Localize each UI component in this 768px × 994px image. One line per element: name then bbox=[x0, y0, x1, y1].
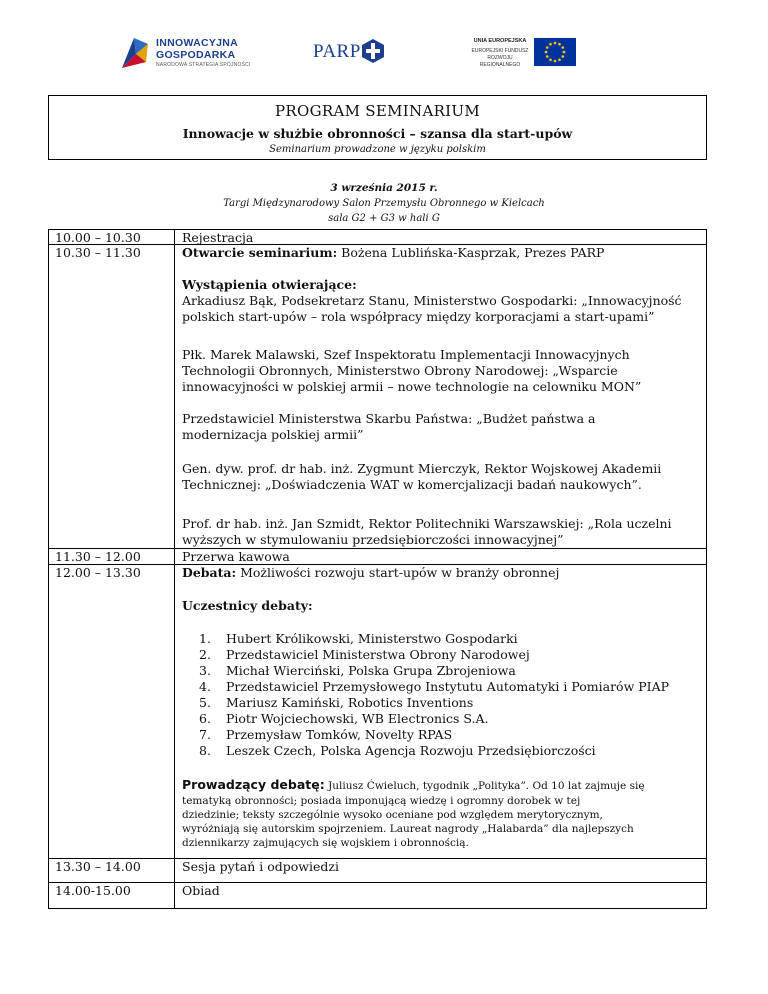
moderator-line: wyróżniają się autorskim spojrzeniem. Laureat nagrody „Halabarda” dla najlepszych bbox=[182, 823, 634, 835]
speech-line: Technologii Obronnych, Ministerstwo Obrony Narodowej: „Wsparcie bbox=[182, 363, 618, 378]
time-slot: 10.30 – 11.30 bbox=[55, 245, 141, 260]
speech-line: wyższych w stymulowaniu przedsiębiorczości innowacyjnej” bbox=[182, 532, 564, 547]
time-slot: 10.00 – 10.30 bbox=[55, 230, 141, 245]
speech-line: Technicznej: „Doświadczenia WAT w komercjalizacji badań naukowych”. bbox=[182, 477, 642, 492]
seminar-subtitle: Innowacje w służbie obronności – szansa dla start-upów bbox=[182, 126, 573, 141]
participant-item bbox=[182, 631, 669, 647]
eu-logo bbox=[468, 36, 578, 72]
participant-name: Przemysław Tomków, Novelty RPAS bbox=[226, 727, 453, 742]
moderator-line: dziennikarzy zajmujących się wojskiem i obronnością. bbox=[182, 837, 469, 849]
participant-number: 2. bbox=[199, 647, 211, 662]
eu-flag-icon bbox=[534, 38, 576, 66]
participant-number: 3. bbox=[199, 663, 211, 678]
opening-label: Otwarcie seminarium: bbox=[182, 245, 338, 260]
ig-line1: INNOWACYJNA bbox=[156, 37, 239, 49]
parp-emblem-icon bbox=[361, 38, 385, 64]
program-header bbox=[48, 95, 707, 160]
participant-item bbox=[182, 679, 669, 695]
logo-bar bbox=[0, 28, 768, 78]
time-slot: 12.00 – 13.30 bbox=[55, 565, 141, 580]
moderator-line: tematyką obronności; posiada imponującą wiedzę i ogromny dorobek w tej bbox=[182, 795, 581, 807]
ue-line2: EUROPEJSKI FUNDUSZ bbox=[471, 48, 529, 54]
page-title: PROGRAM SEMINARIUM bbox=[274, 102, 480, 120]
speech-line: modernizacja polskiej armii” bbox=[182, 427, 364, 442]
registration: Rejestracja bbox=[182, 230, 254, 245]
qa-session: Sesja pytań i odpowiedzi bbox=[182, 859, 339, 874]
lunch: Obiad bbox=[182, 883, 220, 898]
ig-line3: NARODOWA STRATEGIA SPÓJNOŚCI bbox=[156, 62, 251, 68]
participant-name: Przedstawiciel Przemysłowego Instytutu Automatyki i Pomiarów PIAP bbox=[226, 679, 670, 694]
coffee-break: Przerwa kawowa bbox=[182, 549, 290, 564]
event-date: 3 września 2015 r. bbox=[330, 182, 438, 194]
participant-name: Przedstawiciel Ministerstwa Obrony Narodowej bbox=[226, 647, 530, 662]
debate-label: Debata: bbox=[182, 565, 237, 580]
opening bbox=[182, 245, 702, 261]
participant-number: 7. bbox=[199, 727, 211, 742]
participant-item bbox=[182, 695, 669, 711]
participant-item bbox=[182, 647, 669, 663]
ue-line3: ROZWOJU REGIONALNEGO bbox=[479, 55, 521, 68]
venue-line2: sala G2 + G3 w hali G bbox=[328, 213, 440, 224]
participant-item bbox=[182, 727, 669, 743]
participant-item bbox=[182, 743, 669, 759]
venue-line1: Targi Międzynarodowy Salon Przemysłu Obronnego w Kielcach bbox=[223, 198, 545, 209]
ig-line2: GOSPODARKA bbox=[156, 49, 236, 61]
ue-line1: UNIA EUROPEJSKA bbox=[473, 38, 527, 44]
moderator-line: dziedzinie; teksty szczególnie wysoko oceniane pod względem merytorycznym, bbox=[182, 809, 603, 821]
speech-line: Gen. dyw. prof. dr hab. inż. Zygmunt Mierczyk, Rektor Wojskowej Akademii bbox=[182, 461, 662, 476]
parp-logo bbox=[313, 38, 393, 68]
ig-flag-icon bbox=[120, 34, 150, 70]
speech-line: Prof. dr hab. inż. Jan Szmidt, Rektor Politechniki Warszawskiej: „Rola uczelni bbox=[182, 516, 672, 531]
speech-line: Przedstawiciel Ministerstwa Skarbu Państwa: „Budżet państwa a bbox=[182, 411, 596, 426]
time-slot: 14.00-15.00 bbox=[55, 883, 131, 898]
language-note: Seminarium prowadzone w języku polskim bbox=[269, 144, 486, 155]
speeches-label: Wystąpienia otwierające: bbox=[182, 277, 357, 292]
debate bbox=[182, 565, 702, 581]
participant-number: 1. bbox=[199, 631, 211, 646]
participant-number: 8. bbox=[199, 743, 211, 758]
time-slot: 13.30 – 14.00 bbox=[55, 859, 141, 874]
speech-line: Arkadiusz Bąk, Podsekretarz Stanu, Ministerstwo Gospodarki: „Innowacyjność bbox=[182, 293, 682, 308]
speech-line: innowacyjności w polskiej armii – nowe technologie na celowniku MON” bbox=[182, 379, 642, 394]
speech-line: polskich start-upów – rola współpracy między korporacjami a start-upami” bbox=[182, 309, 655, 324]
speech-line: Płk. Marek Malawski, Szef Inspektoratu Implementacji Innowacyjnych bbox=[182, 347, 630, 362]
moderator bbox=[182, 777, 702, 794]
innowacyjna-gospodarka-logo bbox=[120, 30, 270, 76]
opening-text: Bożena Lublińska-Kasprzak, Prezes PARP bbox=[337, 245, 605, 260]
participant-number: 4. bbox=[199, 679, 211, 694]
time-slot: 11.30 – 12.00 bbox=[55, 549, 141, 564]
schedule-table bbox=[48, 229, 707, 909]
participants-list bbox=[182, 631, 669, 759]
participant-name: Hubert Królikowski, Ministerstwo Gospodarki bbox=[226, 631, 518, 646]
participants-label: Uczestnicy debaty: bbox=[182, 598, 313, 613]
participant-number: 5. bbox=[199, 695, 211, 710]
parp-text: PARP bbox=[313, 41, 361, 62]
participant-item bbox=[182, 663, 669, 679]
participant-item bbox=[182, 711, 669, 727]
participant-number: 6. bbox=[199, 711, 211, 726]
ue-fund-text bbox=[468, 48, 532, 69]
participant-name: Leszek Czech, Polska Agencja Rozwoju Przedsiębiorczości bbox=[226, 743, 596, 758]
participant-name: Michał Wierciński, Polska Grupa Zbrojeniowa bbox=[226, 663, 516, 678]
participant-name: Mariusz Kamiński, Robotics Inventions bbox=[226, 695, 474, 710]
participant-name: Piotr Wojciechowski, WB Electronics S.A. bbox=[226, 711, 489, 726]
moderator-line: Juliusz Ćwieluch, tygodnik „Polityka”. Od 10 lat zajmuje się bbox=[324, 780, 645, 792]
debate-text: Możliwości rozwoju start-upów w branży obronnej bbox=[236, 565, 560, 580]
moderator-label: Prowadzący debatę: bbox=[182, 777, 325, 792]
column-divider bbox=[174, 230, 175, 908]
